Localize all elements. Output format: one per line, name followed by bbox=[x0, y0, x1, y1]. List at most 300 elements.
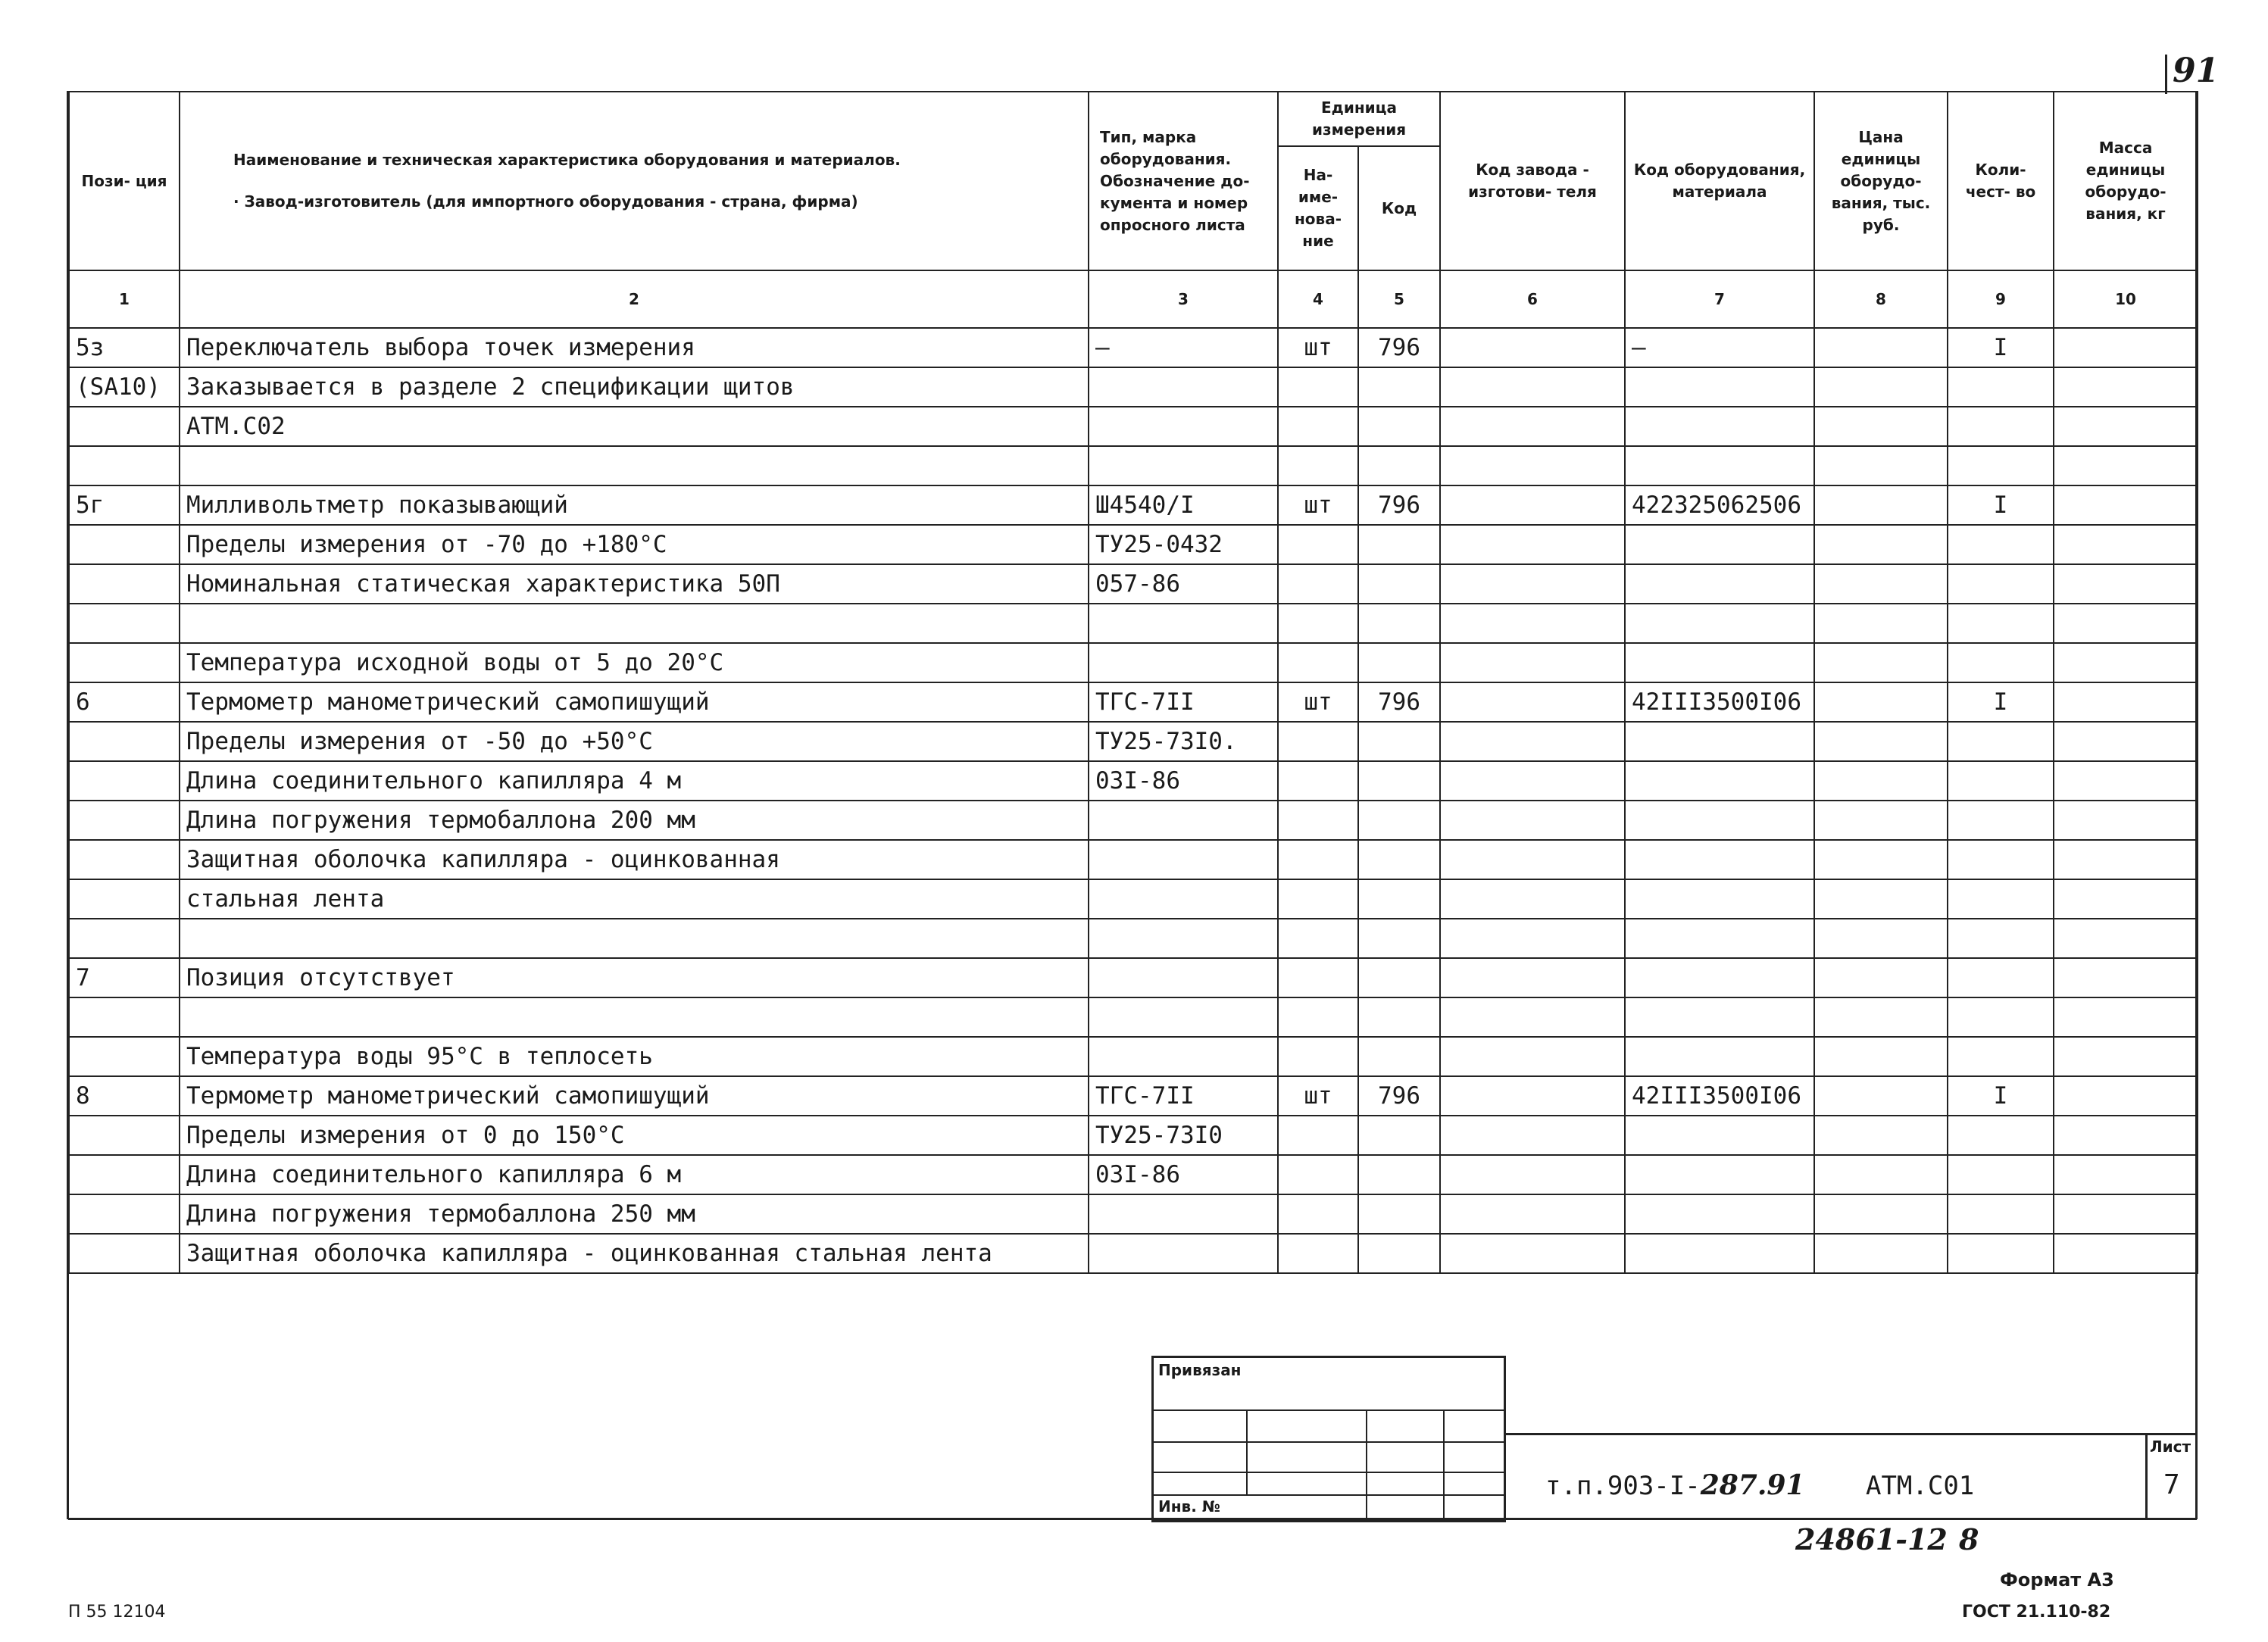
cell-mass bbox=[2054, 761, 2198, 801]
header-name-line1: Наименование и техническая характеристика оборудования и материалов. bbox=[233, 151, 901, 169]
header-unit-group: Единица измерения bbox=[1278, 92, 1440, 146]
cell-unit-name bbox=[1278, 958, 1358, 997]
print-code: П 55 12104 bbox=[68, 1603, 166, 1622]
cell-quantity bbox=[1948, 840, 2054, 879]
cell-unit-name bbox=[1278, 1155, 1358, 1194]
cell-unit-code bbox=[1358, 958, 1440, 997]
cell-position bbox=[69, 1155, 180, 1194]
cell-type: ТУ25-73I0 bbox=[1089, 1116, 1278, 1155]
stamp-inventory-number: Инв. № bbox=[1158, 1497, 1220, 1516]
cell-name: Термометр манометрический самопишущий bbox=[180, 682, 1089, 722]
cell-plant-code bbox=[1440, 485, 1625, 525]
cell-equipment-code bbox=[1625, 761, 1814, 801]
table-row bbox=[69, 801, 2198, 840]
table-row bbox=[69, 604, 2198, 643]
table-row bbox=[69, 958, 2198, 997]
cell-position: 6 bbox=[69, 682, 180, 722]
cell-unit-name bbox=[1278, 407, 1358, 446]
table-row bbox=[69, 564, 2198, 604]
cell-quantity: I bbox=[1948, 485, 2054, 525]
cell-unit-code bbox=[1358, 367, 1440, 407]
cell-mass bbox=[2054, 485, 2198, 525]
cell-mass bbox=[2054, 840, 2198, 879]
cell-mass bbox=[2054, 1194, 2198, 1234]
cell-unit-name bbox=[1278, 801, 1358, 840]
table-row bbox=[69, 1194, 2198, 1234]
col-number: 1 bbox=[69, 270, 180, 328]
table-row bbox=[69, 1116, 2198, 1155]
page-corner-number: 91 bbox=[2173, 52, 2220, 90]
cell-type bbox=[1089, 919, 1278, 958]
cell-price bbox=[1814, 1076, 1948, 1116]
cell-price bbox=[1814, 1116, 1948, 1155]
stamp-line bbox=[1154, 1409, 1504, 1411]
cell-name: Пределы измерения от 0 до 150°С bbox=[180, 1116, 1089, 1155]
col-number: 2 bbox=[180, 270, 1089, 328]
cell-mass bbox=[2054, 564, 2198, 604]
cell-position bbox=[69, 525, 180, 564]
cell-name: Температура воды 95°С в теплосеть bbox=[180, 1037, 1089, 1076]
cell-position bbox=[69, 446, 180, 485]
cell-price bbox=[1814, 446, 1948, 485]
format-label: Формат А3 bbox=[2000, 1569, 2114, 1590]
cell-plant-code bbox=[1440, 407, 1625, 446]
gost-label: ГОСТ 21.110-82 bbox=[1962, 1603, 2111, 1622]
header-plant-code: Код завода - изготови- теля bbox=[1440, 92, 1625, 270]
cell-plant-code bbox=[1440, 1155, 1625, 1194]
cell-price bbox=[1814, 722, 1948, 761]
sheet-number: 7 bbox=[2163, 1469, 2180, 1500]
cell-mass bbox=[2054, 1116, 2198, 1155]
cell-quantity: I bbox=[1948, 682, 2054, 722]
cell-equipment-code: – bbox=[1625, 328, 1814, 367]
cell-price bbox=[1814, 328, 1948, 367]
cell-position bbox=[69, 997, 180, 1037]
cell-name: Пределы измерения от -70 до +180°С bbox=[180, 525, 1089, 564]
table-row bbox=[69, 840, 2198, 879]
column-number-row bbox=[69, 270, 2198, 328]
cell-price bbox=[1814, 1155, 1948, 1194]
cell-plant-code bbox=[1440, 1116, 1625, 1155]
cell-quantity bbox=[1948, 1155, 2054, 1194]
cell-plant-code bbox=[1440, 604, 1625, 643]
cell-equipment-code bbox=[1625, 525, 1814, 564]
cell-unit-code bbox=[1358, 722, 1440, 761]
cell-quantity bbox=[1948, 446, 2054, 485]
cell-price bbox=[1814, 801, 1948, 840]
cell-mass bbox=[2054, 919, 2198, 958]
cell-position bbox=[69, 1234, 180, 1273]
cell-quantity bbox=[1948, 604, 2054, 643]
cell-price bbox=[1814, 564, 1948, 604]
cell-quantity bbox=[1948, 1194, 2054, 1234]
cell-unit-name bbox=[1278, 840, 1358, 879]
cell-position: (SA10) bbox=[69, 367, 180, 407]
corner-mark bbox=[2165, 55, 2167, 94]
cell-unit-code bbox=[1358, 1116, 1440, 1155]
document-designation bbox=[1545, 1469, 1974, 1501]
cell-price bbox=[1814, 485, 1948, 525]
stamp-line bbox=[1154, 1494, 1504, 1496]
header-price: Цана единицы оборудо- вания, тыс. руб. bbox=[1814, 92, 1948, 270]
cell-position bbox=[69, 604, 180, 643]
cell-type: 057-86 bbox=[1089, 564, 1278, 604]
cell-unit-name bbox=[1278, 1037, 1358, 1076]
stamp-vline bbox=[1246, 1409, 1248, 1494]
cell-mass bbox=[2054, 525, 2198, 564]
cell-plant-code bbox=[1440, 1234, 1625, 1273]
cell-unit-name bbox=[1278, 1234, 1358, 1273]
table-row bbox=[69, 643, 2198, 682]
table-row bbox=[69, 446, 2198, 485]
title-block-top-line bbox=[1504, 1433, 2196, 1435]
cell-unit-code bbox=[1358, 1037, 1440, 1076]
cell-unit-name bbox=[1278, 919, 1358, 958]
table-row bbox=[69, 1155, 2198, 1194]
header-type: Тип, марка оборудования. Обозначение до- кумента и номер опросного листа bbox=[1089, 92, 1278, 270]
cell-plant-code bbox=[1440, 997, 1625, 1037]
cell-unit-name bbox=[1278, 1116, 1358, 1155]
cell-name: Защитная оболочка капилляра - оцинкованная bbox=[180, 840, 1089, 879]
stamp-line bbox=[1154, 1441, 1504, 1443]
table-row bbox=[69, 1037, 2198, 1076]
cell-unit-code bbox=[1358, 801, 1440, 840]
cell-price bbox=[1814, 879, 1948, 919]
cell-price bbox=[1814, 840, 1948, 879]
cell-type: ТУ25-0432 bbox=[1089, 525, 1278, 564]
header-name bbox=[180, 92, 1089, 270]
header-mass: Масса единицы оборудо- вания, кг bbox=[2054, 92, 2198, 270]
cell-mass bbox=[2054, 446, 2198, 485]
cell-equipment-code bbox=[1625, 840, 1814, 879]
cell-type bbox=[1089, 1037, 1278, 1076]
cell-price bbox=[1814, 604, 1948, 643]
cell-equipment-code bbox=[1625, 1194, 1814, 1234]
cell-equipment-code bbox=[1625, 367, 1814, 407]
cell-quantity: I bbox=[1948, 1076, 2054, 1116]
cell-unit-code bbox=[1358, 564, 1440, 604]
cell-equipment-code bbox=[1625, 879, 1814, 919]
cell-plant-code bbox=[1440, 525, 1625, 564]
cell-equipment-code: 42III3500I06 bbox=[1625, 1076, 1814, 1116]
cell-type: 03I-86 bbox=[1089, 1155, 1278, 1194]
cell-type bbox=[1089, 958, 1278, 997]
cell-quantity: I bbox=[1948, 328, 2054, 367]
cell-mass bbox=[2054, 643, 2198, 682]
cell-plant-code bbox=[1440, 328, 1625, 367]
cell-name: Длина погружения термобаллона 250 мм bbox=[180, 1194, 1089, 1234]
table-row bbox=[69, 407, 2198, 446]
cell-plant-code bbox=[1440, 919, 1625, 958]
table-row bbox=[69, 879, 2198, 919]
cell-plant-code bbox=[1440, 840, 1625, 879]
header-unit-code: Код bbox=[1358, 146, 1440, 270]
cell-equipment-code bbox=[1625, 1037, 1814, 1076]
cell-position bbox=[69, 1116, 180, 1155]
cell-unit-name bbox=[1278, 643, 1358, 682]
cell-price bbox=[1814, 919, 1948, 958]
cell-unit-name: шт bbox=[1278, 328, 1358, 367]
cell-name bbox=[180, 997, 1089, 1037]
cell-unit-name bbox=[1278, 997, 1358, 1037]
cell-unit-code bbox=[1358, 997, 1440, 1037]
cell-position: 7 bbox=[69, 958, 180, 997]
cell-mass bbox=[2054, 958, 2198, 997]
table-row bbox=[69, 525, 2198, 564]
cell-unit-code bbox=[1358, 840, 1440, 879]
cell-type bbox=[1089, 997, 1278, 1037]
cell-price bbox=[1814, 1194, 1948, 1234]
cell-name: Температура исходной воды от 5 до 20°С bbox=[180, 643, 1089, 682]
cell-unit-code: 796 bbox=[1358, 682, 1440, 722]
cell-name: Пределы измерения от -50 до +50°С bbox=[180, 722, 1089, 761]
cell-type: – bbox=[1089, 328, 1278, 367]
cell-plant-code bbox=[1440, 958, 1625, 997]
cell-plant-code bbox=[1440, 1194, 1625, 1234]
cell-plant-code bbox=[1440, 1076, 1625, 1116]
cell-type bbox=[1089, 801, 1278, 840]
cell-quantity bbox=[1948, 367, 2054, 407]
cell-unit-code: 796 bbox=[1358, 485, 1440, 525]
cell-price bbox=[1814, 997, 1948, 1037]
cell-quantity bbox=[1948, 1116, 2054, 1155]
cell-position bbox=[69, 761, 180, 801]
cell-price bbox=[1814, 958, 1948, 997]
cell-equipment-code bbox=[1625, 1234, 1814, 1273]
cell-type bbox=[1089, 446, 1278, 485]
cell-mass bbox=[2054, 682, 2198, 722]
cell-name bbox=[180, 604, 1089, 643]
cell-name: Длина погружения термобаллона 200 мм bbox=[180, 801, 1089, 840]
cell-position bbox=[69, 1037, 180, 1076]
cell-mass bbox=[2054, 1076, 2198, 1116]
cell-name: Позиция отсутствует bbox=[180, 958, 1089, 997]
cell-mass bbox=[2054, 407, 2198, 446]
cell-unit-code: 796 bbox=[1358, 1076, 1440, 1116]
cell-name bbox=[180, 919, 1089, 958]
col-number: 6 bbox=[1440, 270, 1625, 328]
cell-unit-name: шт bbox=[1278, 682, 1358, 722]
cell-quantity bbox=[1948, 525, 2054, 564]
cell-mass bbox=[2054, 328, 2198, 367]
cell-name: Милливольтметр показывающий bbox=[180, 485, 1089, 525]
cell-plant-code bbox=[1440, 564, 1625, 604]
cell-unit-name bbox=[1278, 367, 1358, 407]
cell-position: 5г bbox=[69, 485, 180, 525]
col-number: 10 bbox=[2054, 270, 2198, 328]
cell-position: 5з bbox=[69, 328, 180, 367]
cell-type bbox=[1089, 367, 1278, 407]
table-row bbox=[69, 328, 2198, 367]
cell-equipment-code bbox=[1625, 604, 1814, 643]
cell-unit-code bbox=[1358, 1155, 1440, 1194]
cell-equipment-code bbox=[1625, 997, 1814, 1037]
designation-handwritten: 287.91 bbox=[1700, 1469, 1805, 1501]
cell-plant-code bbox=[1440, 446, 1625, 485]
stamp-vline bbox=[1366, 1409, 1367, 1520]
cell-name: Длина соединительного капилляра 4 м bbox=[180, 761, 1089, 801]
cell-unit-code bbox=[1358, 407, 1440, 446]
cell-plant-code bbox=[1440, 761, 1625, 801]
cell-unit-name bbox=[1278, 722, 1358, 761]
cell-unit-code bbox=[1358, 525, 1440, 564]
designation-code: АТМ.С01 bbox=[1865, 1471, 1975, 1501]
cell-unit-code bbox=[1358, 761, 1440, 801]
cell-mass bbox=[2054, 1037, 2198, 1076]
table-row bbox=[69, 997, 2198, 1037]
cell-mass bbox=[2054, 1155, 2198, 1194]
cell-quantity bbox=[1948, 1234, 2054, 1273]
cell-name: Защитная оболочка капилляра - оцинкованная стальная лента bbox=[180, 1234, 1089, 1273]
cell-position bbox=[69, 643, 180, 682]
cell-unit-name bbox=[1278, 525, 1358, 564]
cell-price bbox=[1814, 682, 1948, 722]
title-block-sheet-divider bbox=[2145, 1433, 2148, 1519]
cell-quantity bbox=[1948, 879, 2054, 919]
table-row bbox=[69, 761, 2198, 801]
cell-unit-name bbox=[1278, 564, 1358, 604]
header-quantity: Коли- чест- во bbox=[1948, 92, 2054, 270]
cell-price bbox=[1814, 1037, 1948, 1076]
cell-price bbox=[1814, 407, 1948, 446]
col-number: 4 bbox=[1278, 270, 1358, 328]
stamp-vline bbox=[1443, 1409, 1445, 1520]
cell-mass bbox=[2054, 801, 2198, 840]
cell-position bbox=[69, 801, 180, 840]
cell-mass bbox=[2054, 879, 2198, 919]
cell-name: Длина соединительного капилляра 6 м bbox=[180, 1155, 1089, 1194]
header-name-line2: · Завод-изготовитель (для импортного оборудования - страна, фирма) bbox=[233, 192, 858, 211]
cell-equipment-code bbox=[1625, 722, 1814, 761]
cell-position bbox=[69, 722, 180, 761]
cell-name: Номинальная статическая характеристика 50П bbox=[180, 564, 1089, 604]
cell-unit-code bbox=[1358, 919, 1440, 958]
cell-unit-name: шт bbox=[1278, 1076, 1358, 1116]
cell-unit-code bbox=[1358, 643, 1440, 682]
cell-position bbox=[69, 1194, 180, 1234]
cell-plant-code bbox=[1440, 722, 1625, 761]
cell-name: Заказывается в разделе 2 спецификации щитов bbox=[180, 367, 1089, 407]
col-number: 7 bbox=[1625, 270, 1814, 328]
cell-type bbox=[1089, 407, 1278, 446]
cell-unit-name bbox=[1278, 1194, 1358, 1234]
cell-position bbox=[69, 879, 180, 919]
cell-type bbox=[1089, 840, 1278, 879]
cell-equipment-code bbox=[1625, 564, 1814, 604]
table-row bbox=[69, 485, 2198, 525]
cell-equipment-code: 42III3500I06 bbox=[1625, 682, 1814, 722]
cell-type: ТГС-7II bbox=[1089, 1076, 1278, 1116]
cell-type bbox=[1089, 879, 1278, 919]
sheet-label: Лист bbox=[2150, 1438, 2191, 1456]
cell-quantity bbox=[1948, 761, 2054, 801]
cell-mass bbox=[2054, 722, 2198, 761]
cell-plant-code bbox=[1440, 643, 1625, 682]
bottom-frame-line bbox=[68, 1518, 2197, 1520]
cell-equipment-code bbox=[1625, 919, 1814, 958]
cell-unit-code bbox=[1358, 1194, 1440, 1234]
cell-equipment-code bbox=[1625, 1116, 1814, 1155]
cell-position bbox=[69, 840, 180, 879]
cell-name: Переключатель выбора точек измерения bbox=[180, 328, 1089, 367]
cell-type: ТУ25-73I0. bbox=[1089, 722, 1278, 761]
cell-name: АТМ.С02 bbox=[180, 407, 1089, 446]
cell-position bbox=[69, 407, 180, 446]
cell-position: 8 bbox=[69, 1076, 180, 1116]
specification-table bbox=[68, 91, 2198, 1274]
cell-name: стальная лента bbox=[180, 879, 1089, 919]
cell-plant-code bbox=[1440, 682, 1625, 722]
cell-type bbox=[1089, 1194, 1278, 1234]
cell-plant-code bbox=[1440, 1037, 1625, 1076]
cell-unit-name: шт bbox=[1278, 485, 1358, 525]
table-row bbox=[69, 682, 2198, 722]
cell-type: Ш4540/I bbox=[1089, 485, 1278, 525]
cell-quantity bbox=[1948, 564, 2054, 604]
header-position: Пози- ция bbox=[69, 92, 180, 270]
cell-unit-name bbox=[1278, 879, 1358, 919]
cell-quantity bbox=[1948, 958, 2054, 997]
cell-quantity bbox=[1948, 1037, 2054, 1076]
header-unit-name: На- име- нова- ние bbox=[1278, 146, 1358, 270]
cell-unit-code bbox=[1358, 446, 1440, 485]
cell-mass bbox=[2054, 997, 2198, 1037]
cell-plant-code bbox=[1440, 801, 1625, 840]
cell-quantity bbox=[1948, 722, 2054, 761]
cell-position bbox=[69, 564, 180, 604]
left-frame-line bbox=[67, 91, 69, 1519]
cell-unit-name bbox=[1278, 761, 1358, 801]
cell-type: 03I-86 bbox=[1089, 761, 1278, 801]
col-number: 5 bbox=[1358, 270, 1440, 328]
cell-unit-name bbox=[1278, 446, 1358, 485]
cell-price bbox=[1814, 643, 1948, 682]
cell-equipment-code bbox=[1625, 1155, 1814, 1194]
stamp-line bbox=[1154, 1472, 1504, 1473]
cell-type bbox=[1089, 643, 1278, 682]
cell-unit-code bbox=[1358, 1234, 1440, 1273]
cell-type: ТГС-7II bbox=[1089, 682, 1278, 722]
col-number: 3 bbox=[1089, 270, 1278, 328]
cell-quantity bbox=[1948, 801, 2054, 840]
cell-plant-code bbox=[1440, 367, 1625, 407]
cell-position bbox=[69, 919, 180, 958]
cell-equipment-code bbox=[1625, 446, 1814, 485]
cell-plant-code bbox=[1440, 879, 1625, 919]
col-number: 8 bbox=[1814, 270, 1948, 328]
cell-price bbox=[1814, 367, 1948, 407]
table-row bbox=[69, 919, 2198, 958]
header-row bbox=[69, 92, 2198, 146]
cell-equipment-code bbox=[1625, 958, 1814, 997]
table-body bbox=[69, 328, 2198, 1273]
handwritten-number: 24861-12 bbox=[1795, 1522, 1948, 1556]
cell-unit-code: 796 bbox=[1358, 328, 1440, 367]
cell-price bbox=[1814, 1234, 1948, 1273]
cell-type bbox=[1089, 1234, 1278, 1273]
table-row bbox=[69, 367, 2198, 407]
table-row bbox=[69, 1234, 2198, 1273]
cell-equipment-code bbox=[1625, 801, 1814, 840]
cell-mass bbox=[2054, 367, 2198, 407]
binding-stamp bbox=[1151, 1356, 1506, 1522]
col-number: 9 bbox=[1948, 270, 2054, 328]
cell-equipment-code: 422325062506 bbox=[1625, 485, 1814, 525]
designation-typed: т.п.903-I- bbox=[1545, 1471, 1701, 1501]
cell-unit-code bbox=[1358, 879, 1440, 919]
cell-price bbox=[1814, 525, 1948, 564]
handwritten-sheet: 8 bbox=[1959, 1522, 1979, 1556]
